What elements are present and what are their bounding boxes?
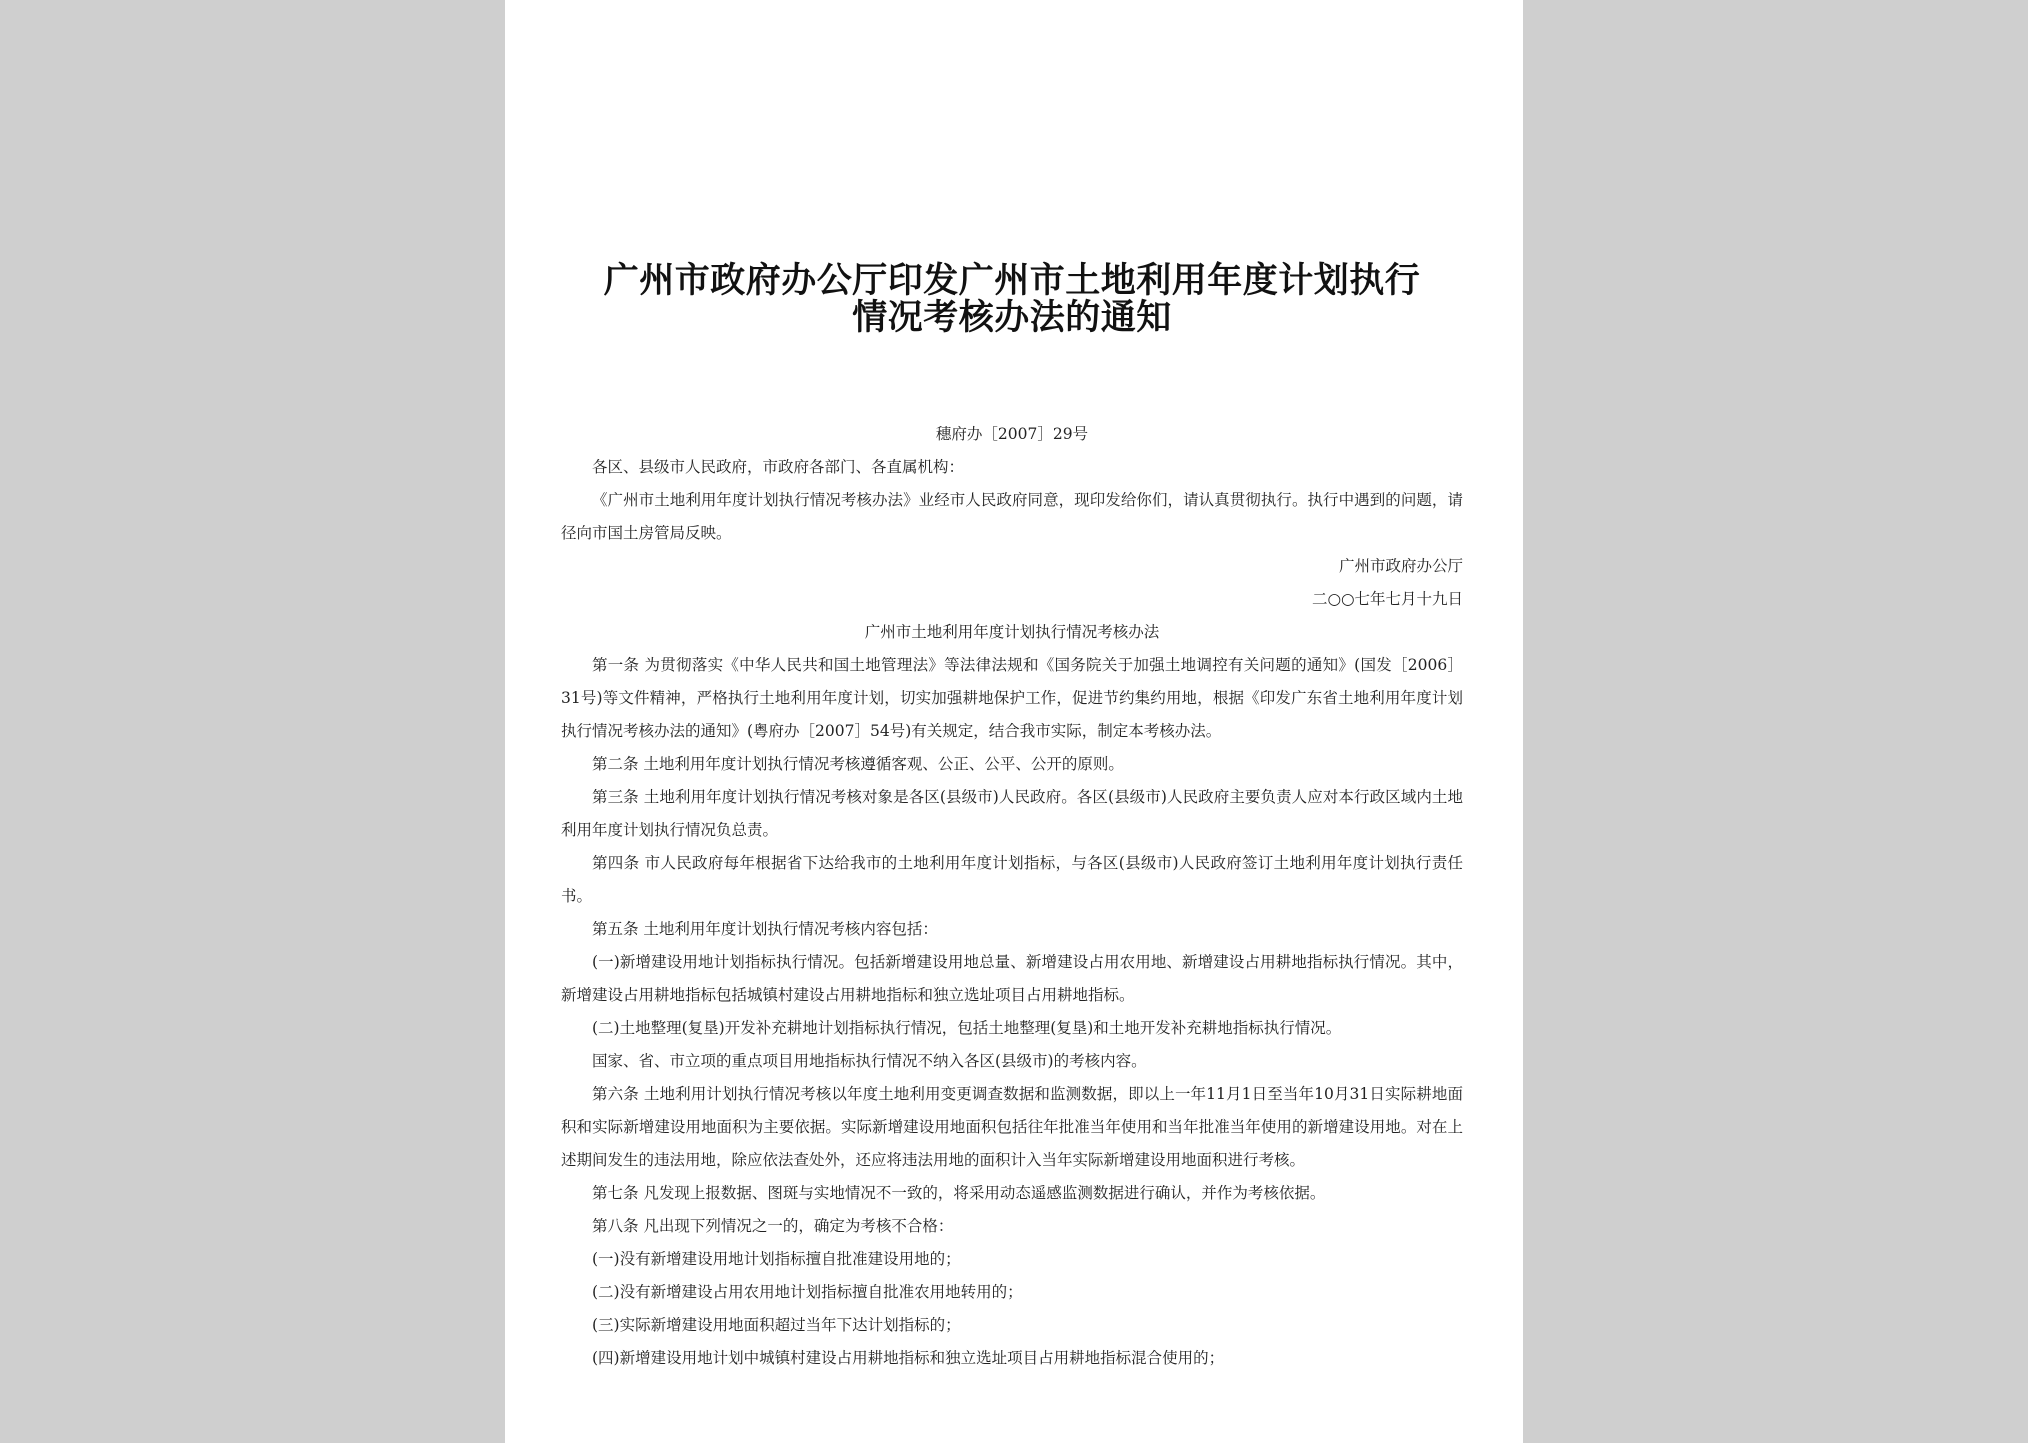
article-8-item-2: (二)没有新增建设占用农用地计划指标擅自批准农用地转用的； [592, 1283, 1023, 1301]
article-4: 第四条 市人民政府每年根据省下达给我市的土地利用年度计划指标，与各区(县级市)人民政府签订土地利用年度计划执行责任书。 [561, 854, 1463, 905]
issuer: 广州市政府办公厅 [1338, 557, 1463, 575]
article-1: 第一条 为贯彻落实《中华人民共和国土地管理法》等法律法规和《国务院关于加强土地调控有关问题的通知》(国发［2006］31号)等文件精神，严格执行土地利用年度计划，切实加强耕地保护工作，促进节约集约用地，根据《印发广东省土地利用年度计划执行情况考核办法的通知》(粤府办［2007］54号)有关规定，结合我市实际，制定本考核办法。 [561, 656, 1463, 740]
article-5-item-1: (一)新增建设用地计划指标执行情况。包括新增建设用地总量、新增建设占用农用地、新增建设占用耕地指标执行情况。其中，新增建设占用耕地指标包括城镇村建设占用耕地指标和独立选址项目占用耕地指标。 [561, 953, 1463, 1004]
article-8-item-1: (一)没有新增建设用地计划指标擅自批准建设用地的； [592, 1250, 961, 1268]
article-5-note: 国家、省、市立项的重点项目用地指标执行情况不纳入各区(县级市)的考核内容。 [592, 1052, 1147, 1070]
article-5-item-2: (二)土地整理(复垦)开发补充耕地计划指标执行情况，包括土地整理(复垦)和土地开发补充耕地指标执行情况。 [592, 1019, 1342, 1037]
document-page [505, 0, 1523, 1443]
article-6: 第六条 土地利用计划执行情况考核以年度土地利用变更调查数据和监测数据，即以上一年11月1日至当年10月31日实际耕地面积和实际新增建设用地面积为主要依据。实际新增建设用地面积包括往年批准当年使用和当年批准当年使用的新增建设用地。对在上述期间发生的违法用地，除应依法查处外，还应将违法用地的面积计入当年实际新增建设用地面积进行考核。 [561, 1085, 1463, 1169]
addressee: 各区、县级市人民政府，市政府各部门、各直属机构： [592, 458, 965, 476]
document-number: 穗府办［2007］29号 [935, 425, 1089, 443]
article-5: 第五条 土地利用年度计划执行情况考核内容包括： [592, 920, 938, 938]
document-title [561, 262, 1463, 336]
title-line-2: 情况考核办法的通知 [852, 297, 1172, 338]
article-7: 第七条 凡发现上报数据、图斑与实地情况不一致的，将采用动态遥感监测数据进行确认，并作为考核依据。 [592, 1184, 1326, 1202]
article-8-item-3: (三)实际新增建设用地面积超过当年下达计划指标的； [592, 1316, 961, 1334]
document-body [561, 418, 1463, 1375]
article-3: 第三条 土地利用年度计划执行情况考核对象是各区(县级市)人民政府。各区(县级市)人民政府主要负责人应对本行政区域内土地利用年度计划执行情况负总责。 [561, 788, 1463, 839]
measures-title: 广州市土地利用年度计划执行情况考核办法 [864, 623, 1160, 641]
article-2: 第二条 土地利用年度计划执行情况考核遵循客观、公正、公平、公开的原则。 [592, 755, 1124, 773]
article-8-item-4: (四)新增建设用地计划中城镇村建设占用耕地指标和独立选址项目占用耕地指标混合使用的； [592, 1349, 1225, 1367]
title-line-1: 广州市政府办公厅印发广州市土地利用年度计划执行 [603, 260, 1421, 301]
article-8: 第八条 凡出现下列情况之一的，确定为考核不合格： [592, 1217, 954, 1235]
issue-date: 二○○七年七月十九日 [1311, 590, 1463, 608]
intro-paragraph: 《广州市土地利用年度计划执行情况考核办法》业经市人民政府同意，现印发给你们，请认真贯彻执行。执行中遇到的问题，请径向市国土房管局反映。 [561, 491, 1463, 542]
